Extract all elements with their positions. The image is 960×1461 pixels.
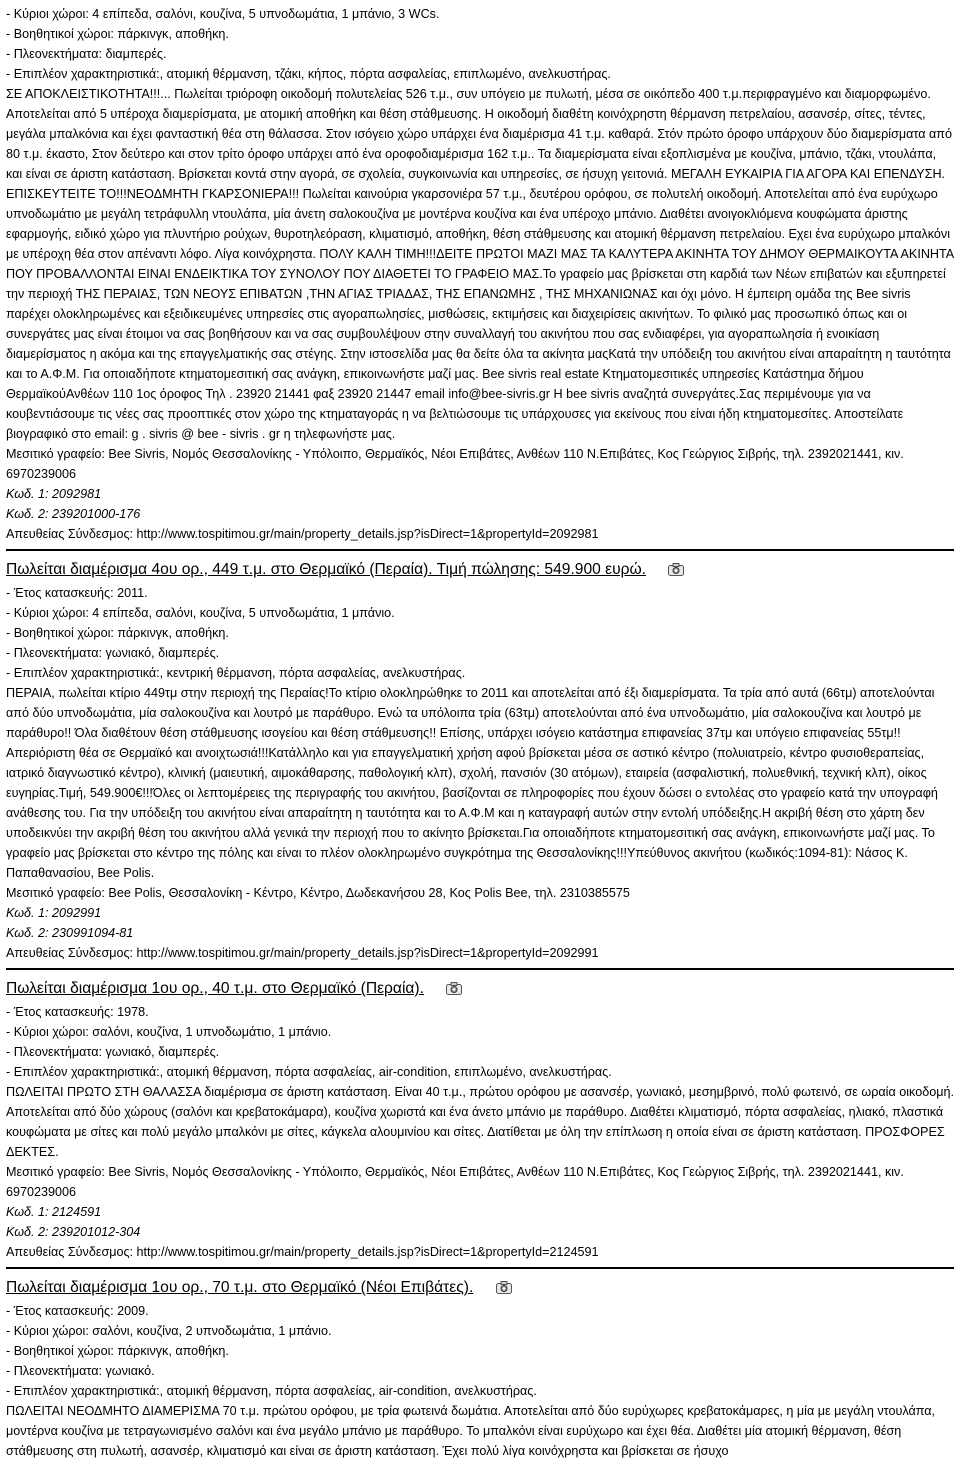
feature-line: - Βοηθητικοί χώροι: πάρκινγκ, αποθήκη.: [6, 626, 229, 640]
agent-info: Μεσιτικό γραφείο: Bee Polis, Θεσσαλονίκη - Κέντρο, Κέντρο, Δωδεκανήσου 28, Κος Polis Bee, τηλ. 2310385575: [6, 886, 630, 900]
feature-line: - Επιπλέον χαρακτηριστικά:, ατομική θέρμανση, πόρτα ασφαλείας, air-condition, επιπλωμένο, ανελκυστήρας.: [6, 1065, 612, 1079]
listing-description: ΣΕ ΑΠΟΚΛΕΙΣΤΙΚΟΤΗΤΑ!!!... Πωλείται τριόροφη οικοδομή πολυτελείας 526 τ.μ., συν υπόγειο με πυλωτή, μέσα σε οικόπεδο 400 τ.μ.περιφραγμένο και διαμορφωμένο. Αποτελείται από 5 υπέροχα διαμερίσματα, με ατομική αποθήκη και θέση στάθμευσης. Η οικοδομή διαθέτη κοινόχρηστη θέρμανση πετρελαίου, ασανσέρ, σίτες, τέντες, μεγάλα μπαλκόνια και έχει φανταστική θέα στη θάλασσα. Στον ισόγειο χώρο υπάρχει ένα διαμέρισμα 41 τ.μ. καθαρά. Στόν πρώτο όροφο υπάρχουν δύο διαμερίσματα από 80 τ.μ. έκαστο, Στον δεύτερο και στον τρίτο όροφο υπάρχει από ένα οροφοδιαμέρισμα 162 τ.μ.. Τα διαμερίσματα είναι εξοπλισμένα με κουζίνα, μπάνιο, τζάκι, ντουλάπα, και είναι σε άριστη κατάσταση. Βρίσκεται κοντά στην αγορά, σε σχολεία, συγκοινωνία και υπηρεσίες, σε ήσυχη γειτονιά. ΜΕΓΑΛΗ ΕΥΚΑΙΡΙΑ ΓΙΑ ΑΓΟΡΑ ΚΑΙ ΕΠΕΝΔΥΣΗ. ΕΠΙΣΚΕΥΤΕΙΤΕ ΤΟ!!!ΝΕΟΔΜΗΤΗ ΓΚΑΡΣΟΝΙΕΡΑ!!! Πωλείται καινούρια γκαρσονιέρα 57 τ.μ., δευτέρου ορόφου, σε πολυτελή οικοδομή. Αποτελείται από ένα ευρύχωρο υπνοδωμάτιο με μεγάλη τετράφυλλη ντουλάπα, μία άνετη σαλοκουζίνα με μοντέρνα κουζίνα και ένα υπέροχο μπάνιο. Διαθέτει ανοιγοκλιόμενα κουφώματα άριστης εφαρμογής, ειδικό χώρο για πλυντήριο ρούχων, θυροτηλεόραση, κλιματισμό, αποθήκη, θέση στάθμευσης και ατομική θέρμανση πετρελαίου. Εχει ένα ευρύχωρο μπαλκόνι με υπέροχη θέα στον απέναντι λόφο. Λίγα κοινόχρηστα. ΠΟΛΥ ΚΑΛΗ ΤΙΜΗ!!!ΔΕΙΤΕ ΠΡΩΤΟΙ ΜΑΖΙ ΜΑΣ ΤΑ ΚΑΛΥΤΕΡΑ ΑΚΙΝΗΤΑ ΤΟΥ ΔΗΜΟΥ ΘΕΡΜΑΙΚΟΥΤΑ ΑΚΙΝΗΤΑ ΠΟΥ ΠΡΟΒΑΛΛΟΝΤΑΙ ΕΙΝΑΙ ΕΝΔΕΙΚΤΙΚΑ ΤΟΥ ΣΥΝΟΛΟΥ ΠΟΥ ΔΙΑΘΕΤΕΙ ΤΟ ΓΡΑΦΕΙΟ ΜΑΣ.Το γραφείο μας βρίσκεται στη καρδιά των Νέων επιβατών και εξυπηρετεί την περιοχή ΤΗΣ ΠΕΡΑΙΑΣ, ΤΩΝ ΝΕΟΥΣ ΕΠΙΒΑΤΩΝ ,ΤΗΝ ΑΓΙΑΣ ΤΡΙΑΔΑΣ, ΤΗΣ ΕΠΑΝΩΜΗΣ , ΤΗΣ ΜΗΧΑΝΙΩΝΑΣ και όχι μόνο. Η έμπειρη ομάδα της Bee sivris παρέχει ολοκληρωμένες και εξειδικευμένες υπηρεσίες στις αγοραπωλησίες, μισθώσεις, εκτιμήσεις και διαχειρίσεις ακινήτων. Το φιλικό μας προσωπικό όπως και οι συνεργάτες μας είναι έτοιμοι να σας βοηθήσουν και να σας συμβουλέψουν στην συναλλαγή του ακινήτου που σας ενδιαφέρει, για αγοραπωλησία ή ενοικίαση διαμερίσματος η ακόμα και της επαγγελματικής σας στέγης. Στην ιστοσελίδα μας θα δείτε όλα τα ακίνητα μαςΚατά την υπόδειξη του ακινήτου είναι απαραίτητη η ταυτότητα και το Α.Φ.Μ. Για οποιαδήποτε κτηματομεσιτική σας ανάγκη, επικοινωνήστε μαζί μας. Bee sivris real estate Κτηματομεσιτικές υπηρεσίες Κατάστημα δήμου ΘερμαϊκούΑνθέων 110 1ος όροφος Τηλ . 23920 21441 φαξ 23920 21447 email info@bee-sivris.gr H bee sivris αναζητά συνεργάτες.Σας περιμένουμε για να κουβεντιάσουμε τις νέες σας προοπτικές στον χώρο της κτηματαγοράς η να βελτιώσουμε τις υπάρχουσες για εκείνους που είναι ήδη κτηματομεσίτες. Αποστείλατε βιογραφικό στο email: g . sivris @ bee - sivris . gr η τηλεφωνήστε μας.: [6, 87, 954, 441]
listing-description: ΠΩΛΕΙΤΑΙ ΝΕΟΔΜΗΤΟ ΔΙΑΜΕΡΙΣΜΑ 70 τ.μ. πρώτου ορόφου, με τρία φωτεινά δωμάτια. Αποτελείται από δύο ευρύχωρες κρεβατοκάμαρες, η μία με μεγάλη ντουλάπα, μοντέρνα κουζίνα με τετραγωνισμένο σαλόνι και ένα μεγάλο μπάνιο με παράθυρο. Το μπαλκόνι είναι ευρύχωρο και έχει θέα. Διαθέτει μία ατομική θέρμανση, θέση στάθμευσης στη πυλωτή, ασανσέρ, κλιματισμό και είναι σε άριστη κατάσταση. Έχει πολύ λίγα κοινόχρηστα και βρίσκεται σε ήσυχο: [6, 1404, 936, 1458]
feature-line: - Κύριοι χώροι: σαλόνι, κουζίνα, 2 υπνοδωμάτια, 1 μπάνιο.: [6, 1324, 332, 1338]
listing-description: ΠΕΡΑΙΑ, πωλείται κτίριο 449τμ στην περιοχή της Περαίας!Το κτίριο ολοκληρώθηκε το 2011 και αποτελείται από έξι διαμερίσματα. Τα τρία από αυτά (66τμ) αποτελούνται από δύο υπνοδωμάτια, μία σαλοκουζίνα και λουτρό με παράθυρο. Ενώ τα υπόλοιπα τρία (63τμ) αποτελούνται από ένα υπνοδωμάτιο, μία σαλοκουζίνα και λουτρό με παράθυρο!! Όλα διαθέτουν θέση στάθμευσης ισογείου και θέση στάθμευσης!! Επίσης, υπάρχει ισόγειο κατάστημα επιφανείας 37τμ και υπόγειο επιφανείας 55τμ!! Απεριόριστη θέα σε Θερμαϊκό και ανοιχτωσιά!!!Κατάλληλο και για επαγγελματική χρήση αφού βρίσκεται μέσα σε αστικό κέντρο (πολυιατρείο, κέντρο φυσιοθεραπείας, ιατρικό διαγνωστικό κέντρο), κλινική (μαιευτική, αιμοκάθαρσης, παθολογική κλπ), σχολή, πανσιόν (30 ατόμων), εταιρεία (ασφαλιστική, πολυεθνική, τεχνική κλπ), οίκος ευγηρίας.Τιμή, 549.900€!!!Όλες οι λεπτομέρειες της περιγραφής του ακινήτου, βασίζονται σε πληροφορίες που έχουν δώσει ο εντολέας στο γραφείο κατά την υπογραφή ανάθεσης του. Για την υπόδειξη του ακινήτου είναι απαραίτητη η ταυτότητα και το Α.Φ.Μ και η καταγραφή αυτών στην εντολή υπόδειξης.Η ακριβή θέση στο χάρτη δεν υποδεικνύει την ακριβή θέση του ακινήτου αλλά γενικά την περιοχή που το ακίνητο βρίσκεται.Για οποιαδήποτε κτηματομεσιτική σας ανάγκη, επικοινωνήστε μαζί μας. Το γραφείο μας βρίσκεται στο κέντρο της πόλης και είναι το πλέον ολοκληρωμένο συγκρότημα της Θεσσαλονίκης!!!Υπεύθυνος ακινήτου (κωδικός:1094-81): Νάσος Κ. Παπαθανασίου, Bee Polis.: [6, 686, 938, 880]
feature-line: - Βοηθητικοί χώροι: πάρκινγκ, αποθήκη.: [6, 27, 229, 41]
camera-icon[interactable]: [496, 1279, 512, 1301]
divider: [6, 549, 954, 551]
feature-line: - Έτος κατασκευής: 1978.: [6, 1005, 149, 1019]
divider: [6, 968, 954, 970]
feature-line: - Επιπλέον χαρακτηριστικά:, ατομική θέρμανση, τζάκι, κήπος, πόρτα ασφαλείας, επιπλωμένο, ανελκυστήρας.: [6, 67, 611, 81]
listing-title-text[interactable]: Πωλείται διαμέρισμα 1ου ορ., 70 τ.μ. στο Θερμαϊκό (Νέοι Επιβάτες).: [6, 1279, 474, 1296]
listing-description: ΠΩΛΕΙΤΑΙ ΠΡΩΤΟ ΣΤΗ ΘΑΛΑΣΣΑ διαμέρισμα σε άριστη κατάσταση. Είναι 40 τ.μ., πρώτου ορόφου με ασανσέρ, γωνιακό, μεσημβρινό, πολύ φωτεινό, σε ωραία οικοδομή. Αποτελείται από δύο χώρους (σαλόνι και κρεβατοκάμαρα), κουζίνα χωριστά και ένα άνετο μπάνιο με παράθυρο. Διαθέτει κλιματισμό, πόρτα ασφαλείας, ηλιακό, πλαστικά κουφώματα με σίτες και πολύ μεγάλο μπαλκόνι με σίτες, κάγκελα αλουμινίου και σίτες. Διατίθεται με όλη την επίπλωση η οποία είναι σε άριστη κατάσταση. ΠΡΟΣΦΟΡΕΣ ΔΕΚΤΕΣ.: [6, 1085, 954, 1159]
feature-line: - Βοηθητικοί χώροι: πάρκινγκ, αποθήκη.: [6, 1344, 229, 1358]
direct-link[interactable]: Απευθείας Σύνδεσμος: http://www.tospitimou.gr/main/property_details.jsp?isDirect=1&propertyId=2124591: [6, 1245, 599, 1259]
feature-line: - Πλεονεκτήματα: διαμπερές.: [6, 47, 167, 61]
agent-info: Μεσιτικό γραφείο: Bee Sivris, Νομός Θεσσαλονίκης - Υπόλοιπο, Θερμαϊκός, Νέοι Επιβάτες, Ανθέων 110 Ν.Επιβάτες, Κος Γεώργιος Σιβρής, τηλ. 2392021441, κιν. 6970239006: [6, 447, 904, 481]
listing-continued: [6, 4, 954, 544]
listing: [6, 1277, 954, 1461]
code-2: Κωδ. 2: 239201012-304: [6, 1225, 141, 1239]
direct-link[interactable]: Απευθείας Σύνδεσμος: http://www.tospitimou.gr/main/property_details.jsp?isDirect=1&propertyId=2092981: [6, 527, 599, 541]
divider: [6, 1267, 954, 1269]
listing-title[interactable]: [6, 978, 954, 1002]
direct-link[interactable]: Απευθείας Σύνδεσμος: http://www.tospitimou.gr/main/property_details.jsp?isDirect=1&propertyId=2092991: [6, 946, 599, 960]
listing-title-text[interactable]: Πωλείται διαμέρισμα 1ου ορ., 40 τ.μ. στο Θερμαϊκό (Περαία).: [6, 980, 424, 997]
feature-line: - Κύριοι χώροι: 4 επίπεδα, σαλόνι, κουζίνα, 5 υπνοδωμάτια, 1 μπάνιο, 3 WCs.: [6, 7, 440, 21]
feature-line: - Πλεονεκτήματα: γωνιακό, διαμπερές.: [6, 1045, 220, 1059]
listing: [6, 978, 954, 1262]
code-2: Κωδ. 2: 239201000-176: [6, 507, 141, 521]
agent-info: Μεσιτικό γραφείο: Bee Sivris, Νομός Θεσσαλονίκης - Υπόλοιπο, Θερμαϊκός, Νέοι Επιβάτες, Ανθέων 110 Ν.Επιβάτες, Κος Γεώργιος Σιβρής, τηλ. 2392021441, κιν. 6970239006: [6, 1165, 904, 1199]
feature-line: - Κύριοι χώροι: 4 επίπεδα, σαλόνι, κουζίνα, 5 υπνοδωμάτια, 1 μπάνιο.: [6, 606, 395, 620]
document-page: [6, 4, 954, 1461]
camera-icon[interactable]: [668, 561, 684, 583]
listing: [6, 559, 954, 963]
code-1: Κωδ. 1: 2092981: [6, 487, 102, 501]
camera-icon[interactable]: [446, 980, 462, 1002]
listing-title[interactable]: [6, 559, 954, 583]
feature-line: - Επιπλέον χαρακτηριστικά:, κεντρική θέρμανση, πόρτα ασφαλείας, ανελκυστήρας.: [6, 666, 466, 680]
feature-line: - Έτος κατασκευής: 2011.: [6, 586, 148, 600]
listing-title[interactable]: [6, 1277, 954, 1301]
listing-title-text[interactable]: Πωλείται διαμέρισμα 4ου ορ., 449 τ.μ. στο Θερμαϊκό (Περαία). Τιμή πώλησης: 549.900 ευρώ.: [6, 561, 646, 578]
feature-line: - Πλεονεκτήματα: γωνιακό, διαμπερές.: [6, 646, 220, 660]
feature-line: - Επιπλέον χαρακτηριστικά:, ατομική θέρμανση, πόρτα ασφαλείας, air-condition, ανελκυστήρας.: [6, 1384, 537, 1398]
feature-line: - Πλεονεκτήματα: γωνιακό.: [6, 1364, 155, 1378]
feature-line: - Έτος κατασκευής: 2009.: [6, 1304, 149, 1318]
code-2: Κωδ. 2: 230991094-81: [6, 926, 134, 940]
feature-line: - Κύριοι χώροι: σαλόνι, κουζίνα, 1 υπνοδωμάτιο, 1 μπάνιο.: [6, 1025, 332, 1039]
code-1: Κωδ. 1: 2092991: [6, 906, 102, 920]
code-1: Κωδ. 1: 2124591: [6, 1205, 102, 1219]
